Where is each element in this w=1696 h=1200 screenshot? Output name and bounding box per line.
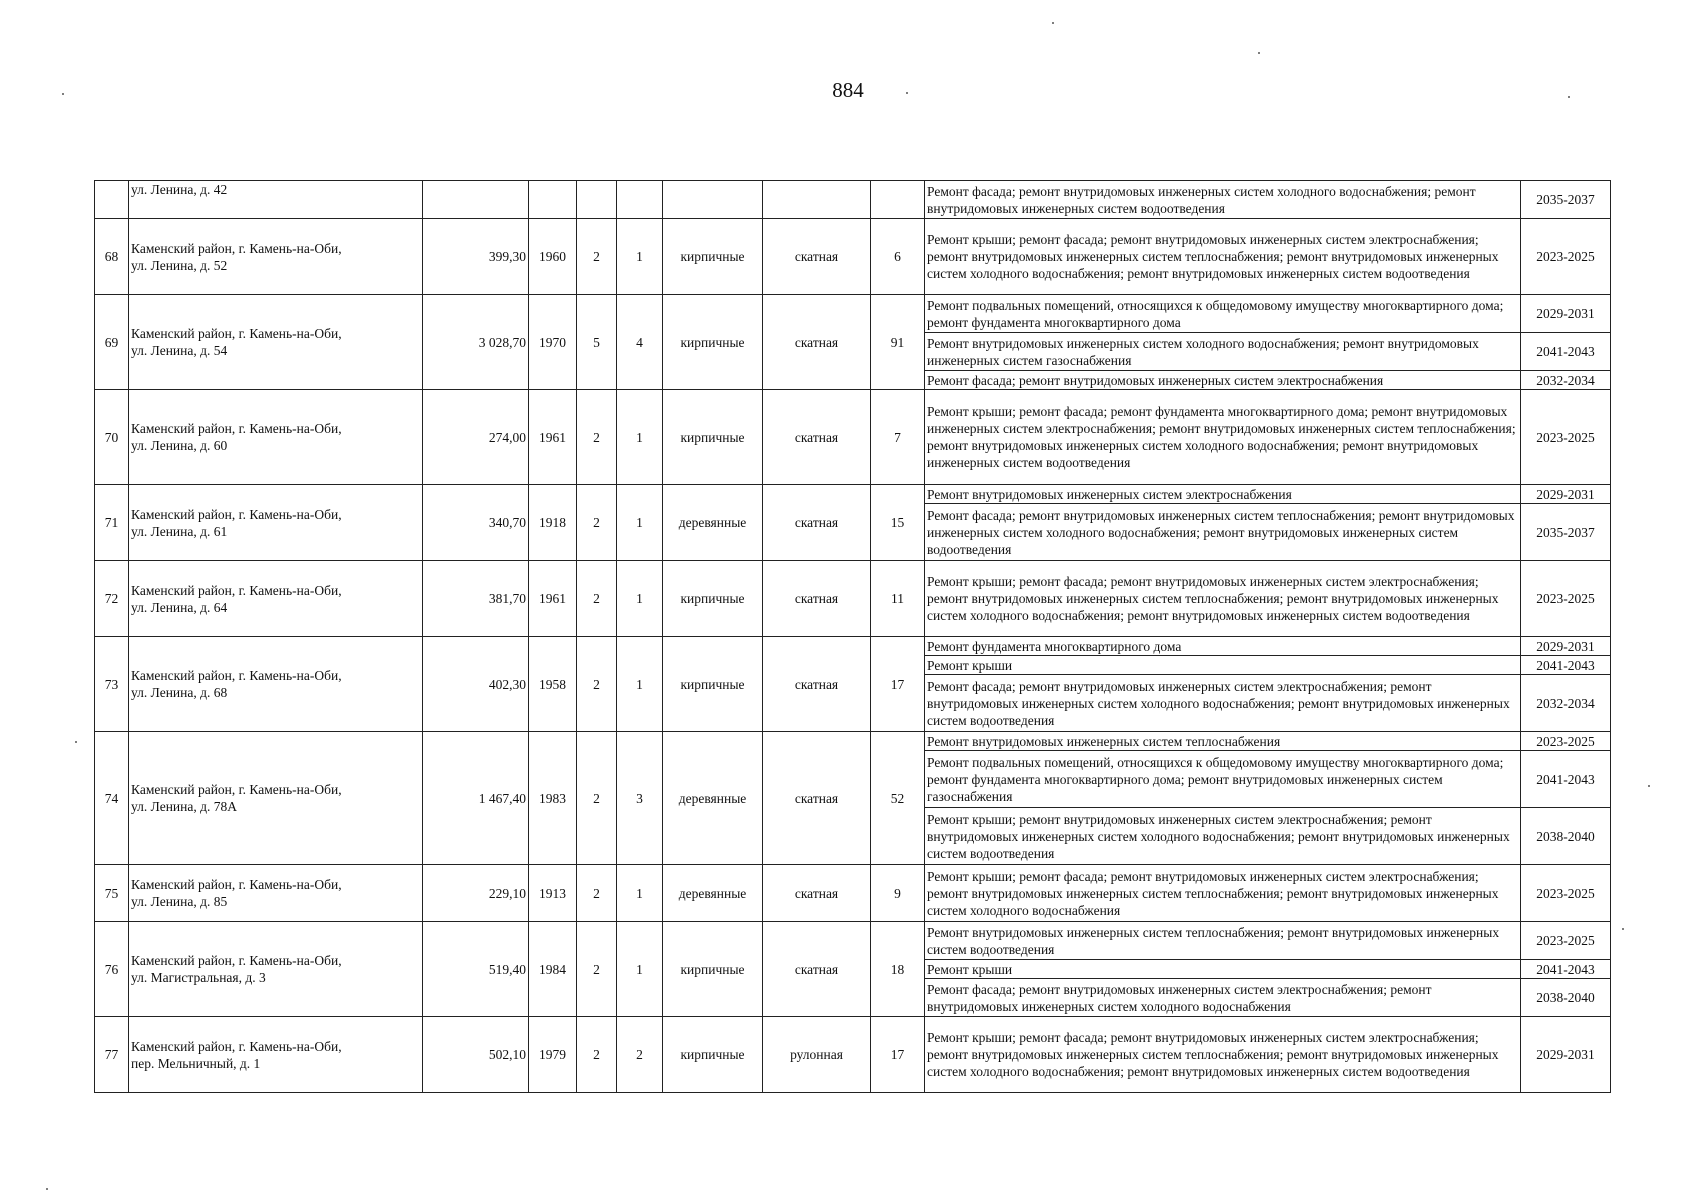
address-line-street: ул. Ленина, д. 64 bbox=[131, 599, 228, 615]
area-cell: 229,10 bbox=[423, 865, 529, 922]
table-row bbox=[95, 865, 1611, 922]
area-cell bbox=[423, 181, 529, 219]
walls-material-cell bbox=[663, 181, 763, 219]
work-period-cell: 2023-2025 bbox=[1521, 865, 1611, 922]
work-period-cell: 2032-2034 bbox=[1521, 675, 1611, 732]
work-period-cell: 2029-2031 bbox=[1521, 1017, 1611, 1093]
row-number: 77 bbox=[95, 1017, 129, 1093]
work-description-cell: Ремонт внутридомовых инженерных систем холодного водоснабжения; ремонт внутридомовых инженерных систем газоснабжения bbox=[925, 333, 1521, 371]
work-description-cell: Ремонт фасада; ремонт внутридомовых инженерных систем электроснабжения bbox=[925, 371, 1521, 390]
roof-type-cell: скатная bbox=[763, 637, 871, 732]
address-cell bbox=[129, 561, 423, 637]
address-cell bbox=[129, 865, 423, 922]
floors-cell: 5 bbox=[577, 295, 617, 390]
walls-material-cell: деревянные bbox=[663, 485, 763, 561]
table-row bbox=[95, 1017, 1611, 1093]
work-period-cell: 2035-2037 bbox=[1521, 181, 1611, 219]
floors-cell: 2 bbox=[577, 485, 617, 561]
address-cell bbox=[129, 390, 423, 485]
year-cell: 1961 bbox=[529, 561, 577, 637]
year-cell: 1970 bbox=[529, 295, 577, 390]
year-cell: 1961 bbox=[529, 390, 577, 485]
year-cell: 1918 bbox=[529, 485, 577, 561]
scan-speck bbox=[1258, 52, 1260, 54]
work-period-cell: 2041-2043 bbox=[1521, 333, 1611, 371]
address-line-district: Каменский район, г. Камень-на-Оби, bbox=[131, 506, 342, 522]
row-number: 76 bbox=[95, 922, 129, 1017]
address-line-street: ул. Ленина, д. 54 bbox=[131, 343, 228, 358]
address-line-district: Каменский район, г. Камень-на-Оби, bbox=[131, 421, 342, 436]
address-line-street: ул. Ленина, д. 68 bbox=[131, 685, 228, 700]
work-description-cell: Ремонт крыши; ремонт фасада; ремонт внутридомовых инженерных систем электроснабжения; ремонт внутридомовых инженерных систем теплоснабжения; ремонт внутридомовых инженерных систем холодного водоснабжения bbox=[925, 865, 1521, 922]
row-number: 75 bbox=[95, 865, 129, 922]
area-cell: 399,30 bbox=[423, 219, 529, 295]
work-period-cell: 2023-2025 bbox=[1521, 390, 1611, 485]
scan-speck bbox=[62, 93, 64, 95]
address-line-district: Каменский район, г. Камень-на-Оби, bbox=[131, 668, 342, 683]
row-number: 74 bbox=[95, 732, 129, 865]
address-line-street: ул. Ленина, д. 61 bbox=[131, 523, 228, 539]
area-cell: 381,70 bbox=[423, 561, 529, 637]
residents-cell: 9 bbox=[871, 865, 925, 922]
roof-type-cell: скатная bbox=[763, 561, 871, 637]
roof-type-cell: скатная bbox=[763, 219, 871, 295]
walls-material-cell: кирпичные bbox=[663, 561, 763, 637]
table-row bbox=[95, 181, 1611, 219]
address-cell bbox=[129, 181, 423, 219]
roof-type-cell: скатная bbox=[763, 295, 871, 390]
address-line-street: ул. Ленина, д. 85 bbox=[131, 894, 228, 909]
address-cell bbox=[129, 295, 423, 390]
residents-cell: 6 bbox=[871, 219, 925, 295]
address-line-street: ул. Ленина, д. 60 bbox=[131, 438, 228, 453]
entrances-cell: 3 bbox=[617, 732, 663, 865]
address-cell bbox=[129, 732, 423, 865]
work-period-cell: 2023-2025 bbox=[1521, 561, 1611, 637]
roof-type-cell bbox=[763, 181, 871, 219]
work-period-cell: 2038-2040 bbox=[1521, 979, 1611, 1017]
scan-speck bbox=[75, 741, 77, 743]
address-line-street: ул. Ленина, д. 52 bbox=[131, 257, 228, 273]
work-description-cell: Ремонт внутридомовых инженерных систем электроснабжения bbox=[925, 485, 1521, 504]
area-cell: 274,00 bbox=[423, 390, 529, 485]
row-number: 72 bbox=[95, 561, 129, 637]
roof-type-cell: скатная bbox=[763, 485, 871, 561]
address-cell bbox=[129, 922, 423, 1017]
area-cell: 519,40 bbox=[423, 922, 529, 1017]
scan-speck bbox=[46, 1188, 48, 1190]
work-period-cell: 2038-2040 bbox=[1521, 808, 1611, 865]
area-cell: 402,30 bbox=[423, 637, 529, 732]
row-number: 69 bbox=[95, 295, 129, 390]
work-period-cell: 2023-2025 bbox=[1521, 732, 1611, 751]
entrances-cell bbox=[617, 181, 663, 219]
floors-cell: 2 bbox=[577, 219, 617, 295]
floors-cell: 2 bbox=[577, 390, 617, 485]
repair-schedule-table bbox=[94, 180, 1611, 1093]
address-line-street: ул. Магистральная, д. 3 bbox=[131, 970, 266, 985]
work-period-cell: 2035-2037 bbox=[1521, 504, 1611, 561]
entrances-cell: 2 bbox=[617, 1017, 663, 1093]
scan-speck bbox=[906, 92, 908, 94]
address-line-district: Каменский район, г. Камень-на-Оби, bbox=[131, 877, 342, 892]
work-period-cell: 2041-2043 bbox=[1521, 656, 1611, 675]
address-cell bbox=[129, 1017, 423, 1093]
work-description-cell: Ремонт внутридомовых инженерных систем теплоснабжения; ремонт внутридомовых инженерных систем водоотведения bbox=[925, 922, 1521, 960]
address-line-district: Каменский район, г. Камень-на-Оби, bbox=[131, 953, 342, 968]
residents-cell: 17 bbox=[871, 1017, 925, 1093]
year-cell: 1984 bbox=[529, 922, 577, 1017]
roof-type-cell: рулонная bbox=[763, 1017, 871, 1093]
work-period-cell: 2023-2025 bbox=[1521, 219, 1611, 295]
work-period-cell: 2029-2031 bbox=[1521, 485, 1611, 504]
work-description-cell: Ремонт подвальных помещений, относящихся к общедомовому имуществу многоквартирного дома; ремонт фундамента многоквартирного дома; ремонт внутридомовых инженерных систем газоснабжения bbox=[925, 751, 1521, 808]
scan-speck bbox=[1052, 22, 1054, 24]
area-cell: 502,10 bbox=[423, 1017, 529, 1093]
walls-material-cell: кирпичные bbox=[663, 1017, 763, 1093]
address-line-district: Каменский район, г. Камень-на-Оби, bbox=[131, 782, 342, 797]
area-cell: 340,70 bbox=[423, 485, 529, 561]
entrances-cell: 1 bbox=[617, 390, 663, 485]
work-description-cell: Ремонт фасада; ремонт внутридомовых инженерных систем холодного водоснабжения; ремонт внутридомовых инженерных систем водоотведения bbox=[925, 181, 1521, 219]
residents-cell: 91 bbox=[871, 295, 925, 390]
floors-cell: 2 bbox=[577, 1017, 617, 1093]
entrances-cell: 1 bbox=[617, 637, 663, 732]
work-description-cell: Ремонт фасада; ремонт внутридомовых инженерных систем теплоснабжения; ремонт внутридомовых инженерных систем холодного водоснабжения; ремонт внутридомовых инженерных систем водоотведения bbox=[925, 504, 1521, 561]
residents-cell bbox=[871, 181, 925, 219]
floors-cell: 2 bbox=[577, 865, 617, 922]
residents-cell: 11 bbox=[871, 561, 925, 637]
address-line-district: Каменский район, г. Камень-на-Оби, bbox=[131, 1038, 342, 1054]
table-row bbox=[95, 732, 1611, 751]
roof-type-cell: скатная bbox=[763, 922, 871, 1017]
walls-material-cell: кирпичные bbox=[663, 219, 763, 295]
table-row bbox=[95, 390, 1611, 485]
work-description-cell: Ремонт крыши; ремонт фасада; ремонт фундамента многоквартирного дома; ремонт внутридомовых инженерных систем электроснабжения; ремонт внутридомовых инженерных систем теплоснабжения; ремонт внутридомовых инженерных систем холодного водоснабжения; ремонт внутридомовых инженерных систем водоотведения bbox=[925, 390, 1521, 485]
address-line-street: ул. Ленина, д. 78А bbox=[131, 799, 237, 814]
work-description-cell: Ремонт крыши; ремонт фасада; ремонт внутридомовых инженерных систем электроснабжения; ремонт внутридомовых инженерных систем теплоснабжения; ремонт внутридомовых инженерных систем холодного водоснабжения; ремонт внутридомовых инженерных систем водоотведения bbox=[925, 561, 1521, 637]
roof-type-cell: скатная bbox=[763, 732, 871, 865]
floors-cell: 2 bbox=[577, 637, 617, 732]
address-line-district: Каменский район, г. Камень-на-Оби, bbox=[131, 326, 342, 341]
row-number: 71 bbox=[95, 485, 129, 561]
year-cell: 1958 bbox=[529, 637, 577, 732]
area-cell: 3 028,70 bbox=[423, 295, 529, 390]
walls-material-cell: кирпичные bbox=[663, 390, 763, 485]
work-description-cell: Ремонт крыши; ремонт фасада; ремонт внутридомовых инженерных систем электроснабжения; ремонт внутридомовых инженерных систем теплоснабжения; ремонт внутридомовых инженерных систем холодного водоснабжения; ремонт внутридомовых инженерных систем водоотведения bbox=[925, 219, 1521, 295]
address-cell bbox=[129, 219, 423, 295]
scan-speck bbox=[1568, 96, 1570, 98]
walls-material-cell: деревянные bbox=[663, 732, 763, 865]
table-row bbox=[95, 922, 1611, 960]
row-number: 68 bbox=[95, 219, 129, 295]
floors-cell: 2 bbox=[577, 922, 617, 1017]
walls-material-cell: кирпичные bbox=[663, 922, 763, 1017]
residents-cell: 7 bbox=[871, 390, 925, 485]
scan-speck bbox=[1648, 785, 1650, 787]
entrances-cell: 1 bbox=[617, 865, 663, 922]
work-description-cell: Ремонт крыши bbox=[925, 656, 1521, 675]
work-description-cell: Ремонт крыши; ремонт внутридомовых инженерных систем электроснабжения; ремонт внутридомовых инженерных систем холодного водоснабжения; ремонт внутридомовых инженерных систем водоотведения bbox=[925, 808, 1521, 865]
address-line-district: Каменский район, г. Камень-на-Оби, bbox=[131, 240, 342, 256]
work-description-cell: Ремонт фундамента многоквартирного дома bbox=[925, 637, 1521, 656]
floors-cell: 2 bbox=[577, 732, 617, 865]
year-cell bbox=[529, 181, 577, 219]
scan-speck bbox=[1622, 928, 1624, 930]
entrances-cell: 1 bbox=[617, 922, 663, 1017]
work-period-cell: 2023-2025 bbox=[1521, 922, 1611, 960]
work-period-cell: 2032-2034 bbox=[1521, 371, 1611, 390]
address-line-street: пер. Мельничный, д. 1 bbox=[131, 1055, 261, 1071]
row-number bbox=[95, 181, 129, 219]
address-cell bbox=[129, 637, 423, 732]
table-row bbox=[95, 637, 1611, 656]
table-row bbox=[95, 295, 1611, 333]
page-number: 884 bbox=[832, 78, 864, 102]
address-line-district: Каменский район, г. Камень-на-Оби, bbox=[131, 582, 342, 598]
address-line-street: ул. Ленина, д. 42 bbox=[131, 182, 228, 197]
work-period-cell: 2041-2043 bbox=[1521, 960, 1611, 979]
entrances-cell: 1 bbox=[617, 219, 663, 295]
address-cell bbox=[129, 485, 423, 561]
residents-cell: 15 bbox=[871, 485, 925, 561]
walls-material-cell: кирпичные bbox=[663, 637, 763, 732]
residents-cell: 18 bbox=[871, 922, 925, 1017]
year-cell: 1913 bbox=[529, 865, 577, 922]
work-period-cell: 2029-2031 bbox=[1521, 295, 1611, 333]
residents-cell: 52 bbox=[871, 732, 925, 865]
year-cell: 1983 bbox=[529, 732, 577, 865]
walls-material-cell: деревянные bbox=[663, 865, 763, 922]
work-period-cell: 2041-2043 bbox=[1521, 751, 1611, 808]
row-number: 73 bbox=[95, 637, 129, 732]
entrances-cell: 4 bbox=[617, 295, 663, 390]
work-description-cell: Ремонт фасада; ремонт внутридомовых инженерных систем электроснабжения; ремонт внутридомовых инженерных систем холодного водоснабжения bbox=[925, 979, 1521, 1017]
entrances-cell: 1 bbox=[617, 485, 663, 561]
roof-type-cell: скатная bbox=[763, 865, 871, 922]
work-description-cell: Ремонт подвальных помещений, относящихся к общедомовому имуществу многоквартирного дома; ремонт фундамента многоквартирного дома bbox=[925, 295, 1521, 333]
table-row bbox=[95, 219, 1611, 295]
work-period-cell: 2029-2031 bbox=[1521, 637, 1611, 656]
table-row bbox=[95, 561, 1611, 637]
work-description-cell: Ремонт внутридомовых инженерных систем теплоснабжения bbox=[925, 732, 1521, 751]
area-cell: 1 467,40 bbox=[423, 732, 529, 865]
year-cell: 1960 bbox=[529, 219, 577, 295]
work-description-cell: Ремонт крыши; ремонт фасада; ремонт внутридомовых инженерных систем электроснабжения; ремонт внутридомовых инженерных систем теплоснабжения; ремонт внутридомовых инженерных систем холодного водоснабжения; ремонт внутридомовых инженерных систем водоотведения bbox=[925, 1017, 1521, 1093]
work-description-cell: Ремонт крыши bbox=[925, 960, 1521, 979]
floors-cell bbox=[577, 181, 617, 219]
year-cell: 1979 bbox=[529, 1017, 577, 1093]
table-body bbox=[95, 181, 1611, 1093]
floors-cell: 2 bbox=[577, 561, 617, 637]
roof-type-cell: скатная bbox=[763, 390, 871, 485]
walls-material-cell: кирпичные bbox=[663, 295, 763, 390]
entrances-cell: 1 bbox=[617, 561, 663, 637]
work-description-cell: Ремонт фасада; ремонт внутридомовых инженерных систем электроснабжения; ремонт внутридомовых инженерных систем холодного водоснабжения; ремонт внутридомовых инженерных систем водоотведения bbox=[925, 675, 1521, 732]
table-row bbox=[95, 485, 1611, 504]
row-number: 70 bbox=[95, 390, 129, 485]
residents-cell: 17 bbox=[871, 637, 925, 732]
